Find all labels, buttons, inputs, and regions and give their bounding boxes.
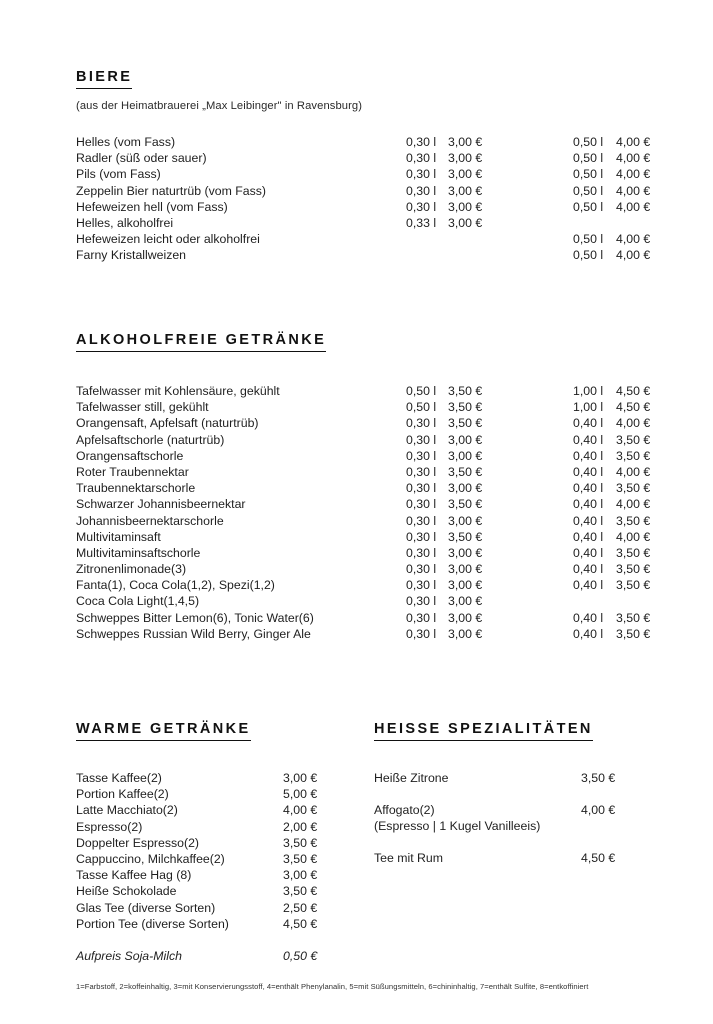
menu-item-price-large: 4,00 €: [616, 248, 651, 263]
soft-drinks-heading: ALKOHOLFREIE GETRÄNKE: [76, 332, 326, 352]
menu-item-price-large: 3,50 €: [616, 481, 651, 496]
menu-item-price-small: 3,00 €: [448, 215, 483, 230]
menu-item-size-large: 0,40 l: [573, 626, 604, 641]
menu-item-row: [76, 513, 676, 529]
menu-item-row: [76, 626, 676, 642]
menu-item-price-small: 3,00 €: [448, 578, 483, 593]
menu-item-price-small: 3,00 €: [448, 562, 483, 577]
menu-item-name: Heiße Schokolade: [76, 884, 177, 899]
soft-drinks-section-header: [76, 331, 326, 352]
menu-item-row: [76, 134, 676, 150]
menu-item-price-small: 3,00 €: [448, 199, 483, 214]
menu-item-size-large: 0,40 l: [573, 562, 604, 577]
menu-item-name: Tafelwasser mit Kohlensäure, gekühlt: [76, 384, 280, 398]
allergen-footnote: 1=Farbstoff, 2=koffeinhaltig, 3=mit Konservierungsstoff, 4=enthält Phenylanalin, 5=mit Süßungsmitteln, 6=chininhaltig, 7=enthält Sulfite, 8=entkoffiniert: [76, 982, 589, 991]
menu-item-size-large: 0,50 l: [573, 135, 604, 149]
menu-item-row: [76, 770, 336, 786]
menu-item-name: Hefeweizen hell (vom Fass): [76, 199, 228, 214]
menu-item-row: [374, 850, 634, 866]
menu-item-size-large: 0,40 l: [573, 610, 604, 625]
menu-item-price-small: 3,00 €: [448, 481, 483, 496]
menu-item-price-large: 4,00 €: [616, 183, 651, 198]
beers-subtitle: (aus der Heimatbrauerei „Max Leibinger" in Ravensburg): [76, 100, 363, 112]
menu-item-price-large: 3,50 €: [616, 545, 651, 560]
beers-heading: BIERE: [76, 69, 132, 89]
menu-item-price-large: 4,50 €: [616, 384, 651, 398]
menu-item-price: 3,50 €: [283, 884, 318, 899]
menu-item-name: Apfelsaftschorle (naturtrüb): [76, 432, 225, 447]
menu-item-price-large: 4,50 €: [616, 400, 651, 415]
menu-item-size-small: 0,30 l: [406, 513, 437, 528]
menu-item-name: Johannisbeernektarschorle: [76, 513, 224, 528]
menu-item-price-small: 3,50 €: [448, 416, 483, 431]
menu-item-price-small: 3,50 €: [448, 497, 483, 512]
menu-item-size-small: 0,30 l: [406, 151, 437, 166]
menu-item-row: [76, 802, 336, 818]
warm-drinks-item-list: [76, 770, 336, 932]
menu-item-price-small: 3,00 €: [448, 167, 483, 182]
menu-item-size-small: 0,30 l: [406, 481, 437, 496]
menu-item-price: 2,50 €: [283, 900, 318, 915]
menu-item-price-small: 3,00 €: [448, 513, 483, 528]
menu-item-name: Zeppelin Bier naturtrüb (vom Fass): [76, 183, 266, 198]
menu-item-row: [76, 215, 676, 231]
menu-item-price: 3,50 €: [283, 835, 318, 850]
menu-item-size-small: 0,30 l: [406, 610, 437, 625]
menu-item-row: [76, 883, 336, 899]
menu-item-size-small: 0,30 l: [406, 578, 437, 593]
menu-item-row: [76, 399, 676, 415]
menu-item-name: Portion Kaffee(2): [76, 787, 169, 802]
menu-item-row: [76, 231, 676, 247]
menu-item-price: 4,00 €: [283, 803, 318, 818]
menu-item-row: [76, 835, 336, 851]
menu-item-row: [76, 496, 676, 512]
menu-item-name: Schweppes Bitter Lemon(6), Tonic Water(6): [76, 610, 314, 625]
menu-item-price: 3,50 €: [581, 771, 616, 785]
menu-item-size-large: 0,40 l: [573, 529, 604, 544]
menu-item-size-small: 0,30 l: [406, 529, 437, 544]
menu-item-name: Espresso(2): [76, 819, 143, 834]
menu-item-row: [76, 166, 676, 182]
menu-item-price-large: 4,00 €: [616, 416, 651, 431]
menu-item-price-small: 3,00 €: [448, 594, 483, 609]
menu-item-name: Portion Tee (diverse Sorten): [76, 916, 229, 931]
menu-item-size-large: 0,40 l: [573, 481, 604, 496]
menu-item-row: [76, 851, 336, 867]
menu-item-row: [76, 593, 676, 609]
menu-item-size-large: 0,40 l: [573, 578, 604, 593]
menu-item-name: Coca Cola Light(1,4,5): [76, 594, 200, 609]
menu-item-row: [76, 183, 676, 199]
menu-item-name: Cappuccino, Milchkaffee(2): [76, 851, 225, 866]
menu-item-price: 4,50 €: [283, 916, 318, 931]
menu-item-price-small: 3,00 €: [448, 448, 483, 463]
menu-item-price-small: 3,00 €: [448, 135, 483, 149]
menu-item-name: Multivitaminsaftschorle: [76, 545, 201, 560]
menu-item-name: Tee mit Rum: [374, 850, 444, 865]
menu-item-price: 4,50 €: [581, 850, 616, 865]
menu-item-price: 5,00 €: [283, 787, 318, 802]
menu-item-name: Zitronenlimonade(3): [76, 562, 187, 577]
menu-item-description: (Espresso | 1 Kugel Vanilleeis): [374, 818, 541, 833]
warm-drinks-section-header: [76, 720, 251, 741]
menu-item-name: Schwarzer Johannisbeernektar: [76, 497, 246, 512]
menu-item-name: Pils (vom Fass): [76, 167, 161, 182]
hot-specialties-heading: HEISSE SPEZIALITÄTEN: [374, 721, 593, 741]
menu-item-size-small: 0,33 l: [406, 215, 437, 230]
menu-item-price-large: 4,00 €: [616, 529, 651, 544]
menu-item-price-large: 4,00 €: [616, 199, 651, 214]
menu-item-size-small: 0,30 l: [406, 199, 437, 214]
menu-item-size-small: 0,30 l: [406, 562, 437, 577]
menu-item-row: [76, 247, 676, 263]
menu-item-size-large: 0,40 l: [573, 432, 604, 447]
menu-item-row: [76, 415, 676, 431]
menu-item-row: [76, 916, 336, 932]
menu-item-size-large: 0,50 l: [573, 167, 604, 182]
menu-item-size-small: 0,30 l: [406, 464, 437, 479]
menu-item-price: 3,50 €: [283, 851, 318, 866]
menu-item-name: Radler (süß oder sauer): [76, 151, 207, 166]
menu-item-name: Traubennektarschorle: [76, 481, 196, 496]
menu-item-price-large: 3,50 €: [616, 626, 651, 641]
hot-specialties-item-list: [374, 770, 634, 866]
menu-item-row: [76, 529, 676, 545]
soft-drinks-item-list: [76, 383, 676, 642]
menu-item-name: Fanta(1), Coca Cola(1,2), Spezi(1,2): [76, 578, 275, 593]
menu-item-size-small: 0,30 l: [406, 135, 437, 149]
menu-item-price-large: 4,00 €: [616, 497, 651, 512]
menu-item-size-large: 0,40 l: [573, 416, 604, 431]
menu-item-price-small: 3,00 €: [448, 183, 483, 198]
warm-drinks-heading: WARME GETRÄNKE: [76, 721, 251, 741]
menu-item-row: [76, 900, 336, 916]
surcharge-label: Aufpreis Soja-Milch: [76, 949, 182, 963]
menu-item-size-small: 0,30 l: [406, 545, 437, 560]
menu-item-price-large: 4,00 €: [616, 232, 651, 247]
menu-item-price-small: 3,00 €: [448, 610, 483, 625]
menu-item-size-small: 0,30 l: [406, 497, 437, 512]
menu-item-price-large: 4,00 €: [616, 167, 651, 182]
menu-item-price-large: 3,50 €: [616, 610, 651, 625]
menu-item-name: Glas Tee (diverse Sorten): [76, 900, 216, 915]
menu-item-size-small: 0,30 l: [406, 416, 437, 431]
menu-item-price-small: 3,50 €: [448, 529, 483, 544]
menu-item-row: [76, 448, 676, 464]
surcharge-price: 0,50 €: [283, 949, 318, 963]
surcharge-row: [76, 948, 336, 964]
menu-item-name: Doppelter Espresso(2): [76, 835, 200, 850]
menu-item-size-small: 0,30 l: [406, 626, 437, 641]
menu-item-size-large: 0,40 l: [573, 448, 604, 463]
menu-item-price-small: 3,00 €: [448, 545, 483, 560]
menu-item-size-small: 0,50 l: [406, 384, 437, 398]
menu-item-name: Farny Kristallweizen: [76, 248, 187, 263]
menu-item-row: [76, 867, 336, 883]
menu-item-description-row: [374, 818, 634, 834]
menu-item-row: [76, 432, 676, 448]
menu-item-size-small: 0,30 l: [406, 167, 437, 182]
menu-item-price-large: 3,50 €: [616, 578, 651, 593]
menu-item-price-large: 4,00 €: [616, 464, 651, 479]
menu-item-size-large: 0,50 l: [573, 183, 604, 198]
menu-item-size-large: 0,50 l: [573, 232, 604, 247]
menu-item-price-small: 3,50 €: [448, 400, 483, 415]
menu-item-row: [76, 150, 676, 166]
menu-item-size-large: 1,00 l: [573, 400, 604, 415]
menu-item-row: [76, 819, 336, 835]
menu-item-name: Affogato(2): [374, 802, 435, 817]
menu-item-size-small: 0,50 l: [406, 400, 437, 415]
menu-item-size-small: 0,30 l: [406, 594, 437, 609]
menu-item-row: [76, 561, 676, 577]
menu-item-name: Hefeweizen leicht oder alkoholfrei: [76, 232, 260, 247]
menu-item-row: [76, 199, 676, 215]
menu-item-size-large: 0,40 l: [573, 545, 604, 560]
hot-specialties-section-header: [374, 720, 593, 741]
menu-item-row: [76, 464, 676, 480]
beers-item-list: [76, 134, 676, 264]
menu-item-name: Heiße Zitrone: [374, 771, 449, 785]
menu-item-size-large: 0,40 l: [573, 464, 604, 479]
menu-item-name: Latte Macchiato(2): [76, 803, 178, 818]
menu-item-row: [76, 383, 676, 399]
menu-item-row: [76, 577, 676, 593]
menu-item-size-large: 0,50 l: [573, 248, 604, 263]
menu-item-price: 4,00 €: [581, 802, 616, 817]
menu-item-price-large: 4,00 €: [616, 151, 651, 166]
menu-item-name: Orangensaftschorle: [76, 448, 184, 463]
menu-item-price-large: 3,50 €: [616, 432, 651, 447]
menu-item-name: Multivitaminsaft: [76, 529, 161, 544]
menu-item-price: 3,00 €: [283, 771, 318, 785]
beers-section-header: [76, 68, 676, 89]
menu-item-price-large: 3,50 €: [616, 448, 651, 463]
menu-item-row: [76, 610, 676, 626]
menu-item-price-small: 3,50 €: [448, 464, 483, 479]
menu-item-name: Tasse Kaffee Hag (8): [76, 868, 192, 883]
menu-item-row: [374, 802, 634, 818]
menu-item-price-large: 4,00 €: [616, 135, 651, 149]
menu-item-price-large: 3,50 €: [616, 513, 651, 528]
menu-item-price: 3,00 €: [283, 868, 318, 883]
menu-item-price-large: 3,50 €: [616, 562, 651, 577]
menu-item-size-small: 0,30 l: [406, 448, 437, 463]
menu-item-price-small: 3,00 €: [448, 432, 483, 447]
menu-item-price-small: 3,50 €: [448, 384, 483, 398]
menu-item-size-large: 0,40 l: [573, 497, 604, 512]
menu-item-name: Helles (vom Fass): [76, 135, 176, 149]
menu-item-name: Tafelwasser still, gekühlt: [76, 400, 209, 415]
menu-item-price: 2,00 €: [283, 819, 318, 834]
menu-item-row: [76, 545, 676, 561]
menu-item-name: Orangensaft, Apfelsaft (naturtrüb): [76, 416, 259, 431]
warm-drinks-surcharge: [76, 948, 336, 964]
menu-item-price-small: 3,00 €: [448, 151, 483, 166]
menu-item-name: Helles, alkoholfrei: [76, 215, 174, 230]
menu-item-name: Schweppes Russian Wild Berry, Ginger Ale: [76, 626, 311, 641]
menu-item-name: Roter Traubennektar: [76, 464, 189, 479]
menu-item-row: [76, 480, 676, 496]
menu-item-size-small: 0,30 l: [406, 183, 437, 198]
menu-item-size-small: 0,30 l: [406, 432, 437, 447]
menu-item-row: [76, 786, 336, 802]
menu-item-size-large: 0,50 l: [573, 199, 604, 214]
menu-item-name: Tasse Kaffee(2): [76, 771, 162, 785]
menu-item-size-large: 1,00 l: [573, 384, 604, 398]
menu-item-size-large: 0,40 l: [573, 513, 604, 528]
menu-item-size-large: 0,50 l: [573, 151, 604, 166]
menu-item-price-small: 3,00 €: [448, 626, 483, 641]
menu-item-row: [374, 770, 634, 786]
